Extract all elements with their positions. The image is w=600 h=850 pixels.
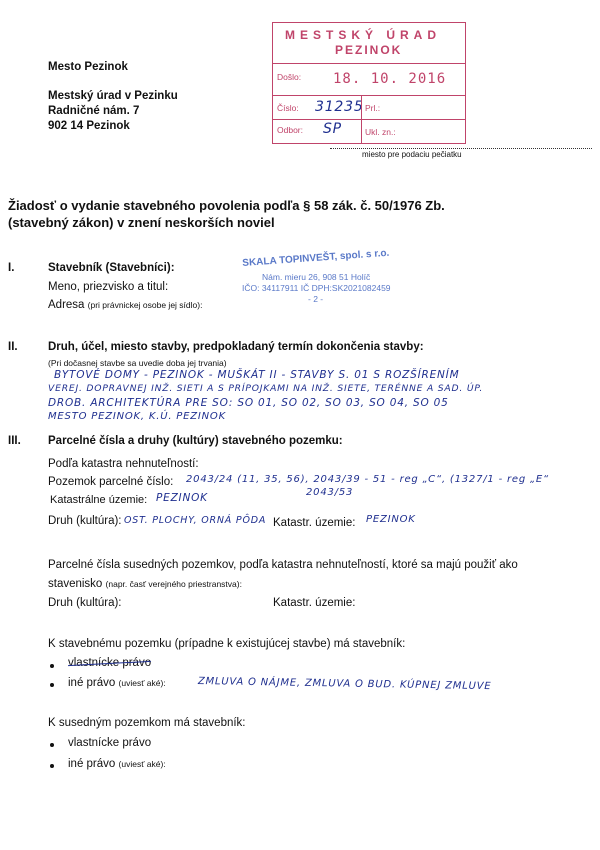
construction-plot-right-text: K stavebnému pozemku (prípadne k existujúcej stavbe) má stavebník: <box>48 638 406 650</box>
company-stamp-line4: - 2 - <box>308 294 324 304</box>
document-title-line2: (stavebný zákon) v znení neskorších noviel <box>8 215 275 230</box>
address-label-text: Adresa <box>48 299 85 311</box>
land-kind-label: Druh (kultúra): <box>48 515 122 527</box>
recipient-city-office: Mesto Pezinok <box>48 61 128 73</box>
section1-heading: Stavebník (Stavebníci): <box>48 262 175 274</box>
other-right-label <box>68 677 166 689</box>
parcel-number-label: Pozemok parcelné číslo: <box>48 476 174 488</box>
stamp-attachments-label: Prl.: <box>365 103 381 113</box>
construction-description-line3: DROB. ARCHITEKTÚRA PRE SO: SO 01, SO 02, SO 03, SO 04, SO 05 <box>48 397 449 409</box>
land-kind2-label: Druh (kultúra): <box>48 597 122 609</box>
section2-number: II. <box>8 341 18 353</box>
stamp-stored-label: Ukl. zn.: <box>365 127 396 137</box>
cadastral-territory2-label: Katastr. územie: <box>273 517 356 529</box>
section3-heading: Parcelné čísla a druhy (kultúry) stavebného pozemku: <box>48 435 343 447</box>
section2-heading: Druh, účel, miesto stavby, predpokladaný termín dokončenia stavby: <box>48 341 424 353</box>
construction-description-line1: BYTOVÉ DOMY - PEZINOK - MUŠKÁT II - STAVBY S. 01 S ROZŠÍRENÍM <box>54 369 460 381</box>
stamp-dept-value: SP <box>323 121 342 137</box>
other-right2-note: (uviesť aké): <box>118 759 166 769</box>
ownership-right-text: vlastnícke právo <box>68 657 152 669</box>
cadastral-territory3-label: Katastr. územie: <box>273 597 356 609</box>
neighbor-parcels-text-line1: Parcelné čísla susedných pozemkov, podľa katastra nehnuteľností, ktoré sa majú použiť ako <box>48 559 518 571</box>
other-right2-label <box>68 758 166 770</box>
other-right-note: (uviesť aké): <box>118 678 166 688</box>
neighbor-parcels-stavenisko: stavenisko <box>48 578 103 590</box>
cadastral-territory2-value: PEZINOK <box>366 514 416 525</box>
neighbor-parcels-text-line2 <box>48 578 242 590</box>
stamp-title-line1: MESTSKÝ ÚRAD <box>285 28 442 42</box>
section1-number: I. <box>8 262 15 274</box>
bullet-icon <box>50 764 54 768</box>
recipient-office-name: Mestský úrad v Pezinku <box>48 90 178 102</box>
cadastral-territory-value: PEZINOK <box>156 492 208 504</box>
stamp-date-label: Došlo: <box>277 72 302 82</box>
neighbor-parcels-note: (napr. časť verejného priestranstva): <box>105 579 242 589</box>
company-stamp-line3: IČO: 34117911 IČ DPH:SK2021082459 <box>242 283 391 293</box>
construction-description-line4: MESTO PEZINOK, K.Ú. PEZINOK <box>48 411 226 422</box>
cadastral-territory-label: Katastrálne územie: <box>50 494 148 506</box>
stamp-title-line2: PEZINOK <box>335 43 403 57</box>
address-label-note: (pri právnickej osobe jej sídlo): <box>87 300 203 310</box>
section2-note: (Pri dočasnej stavbe sa uvedie doba jej trvania) <box>48 358 227 368</box>
ownership-right-label <box>68 657 151 669</box>
section3-number: III. <box>8 435 21 447</box>
company-stamp-line1: SKALA TOPINVEŠT, spol. s r.o. <box>242 247 390 269</box>
parcel-number-value-2: 2043/53 <box>306 487 354 498</box>
company-stamp-line2: Nám. mieru 26, 908 51 Holíč <box>262 272 371 282</box>
applicant-address-label <box>48 299 202 311</box>
document-title-line1: Žiadosť o vydanie stavebného povolenia podľa § 58 zák. č. 50/1976 Zb. <box>8 198 445 213</box>
recipient-zip-city: 902 14 Pezinok <box>48 120 130 132</box>
bullet-icon <box>50 683 54 687</box>
cadastre-label: Podľa katastra nehnuteľností: <box>48 458 199 470</box>
stamp-number-label: Číslo: <box>277 103 299 113</box>
stamp-dept-label: Odbor: <box>277 125 303 135</box>
construction-description-line2: VEREJ. DOPRAVNEJ INŽ. SIETI A S PRÍPOJKAMI NA INŽ. SIETE, TERÉNNE A SAD. ÚP. <box>48 383 484 394</box>
stamp-date-value: 18. 10. 2016 <box>333 71 447 87</box>
applicant-name-label: Meno, priezvisko a titul: <box>48 281 169 293</box>
bullet-icon <box>50 664 54 668</box>
neighbor-plot-right-text: K susedným pozemkom má stavebník: <box>48 717 246 729</box>
other-right-text: iné právo <box>68 677 116 689</box>
ownership-right2-label: vlastnícke právo <box>68 737 152 749</box>
other-right2-text: iné právo <box>68 758 116 770</box>
parcel-number-value: 2043/24 (11, 35, 56), 2043/39 - 51 - reg „C“, (1327/1 - reg „E“ <box>186 474 550 485</box>
receipt-stamp <box>272 22 466 144</box>
stamp-caption: miesto pre podaciu pečiatku <box>362 150 462 159</box>
recipient-street: Radničné nám. 7 <box>48 105 140 117</box>
stamp-number-value: 31235 <box>315 99 364 115</box>
land-kind-value: OST. PLOCHY, ORNÁ PÔDA <box>124 515 267 526</box>
other-right-value: ZMLUVA O NÁJME, ZMLUVA O BUD. KÚPNEJ ZMLUVE <box>197 676 492 693</box>
bullet-icon <box>50 743 54 747</box>
